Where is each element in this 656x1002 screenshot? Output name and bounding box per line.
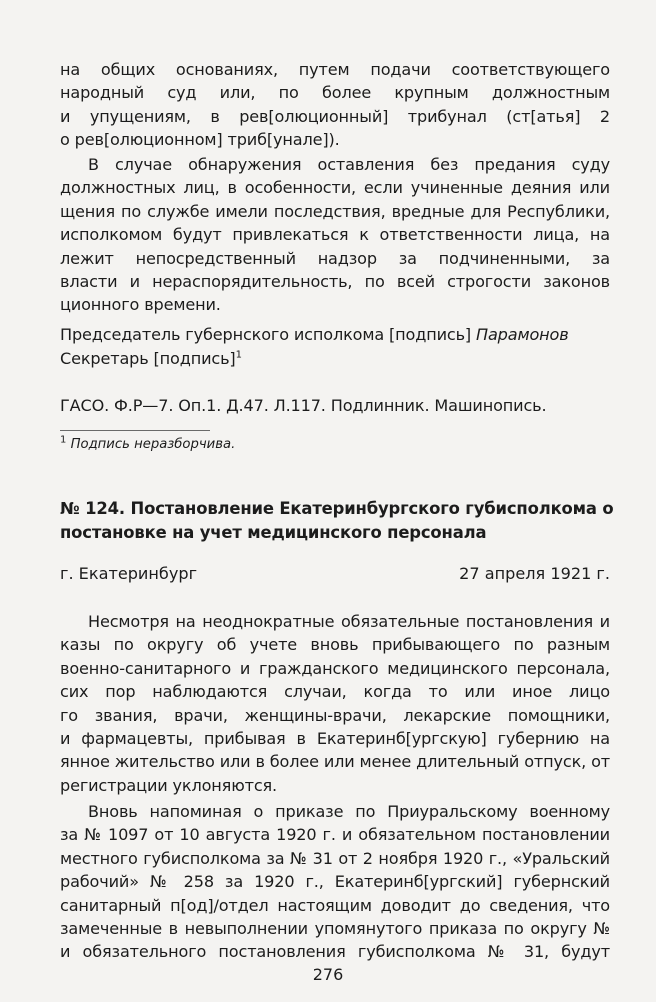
document-heading bbox=[60, 497, 614, 545]
text-line: народный суд или, по более крупным должностным bbox=[60, 83, 610, 103]
text-line: ционного времени. bbox=[60, 295, 221, 315]
archive-source bbox=[60, 394, 610, 417]
text-line: рабочий» № 258 за 1920 г., Екатеринб[ургский] губернский bbox=[60, 872, 610, 892]
secretary-signature-line bbox=[60, 347, 610, 371]
text-line: и обязательного постановления губисполкома № 31, будут bbox=[60, 942, 610, 962]
footnote-divider bbox=[60, 430, 210, 431]
paragraph-reminder bbox=[60, 800, 610, 964]
text-line: и фармацевты, прибывая в Екатеринб[ургскую] губернию на bbox=[60, 728, 610, 748]
text-line: местного губисполкома за № 31 от 2 ноября 1920 г., «Уральский bbox=[60, 848, 610, 868]
chair-title: Председатель губернского исполкома [подпись] bbox=[60, 325, 477, 344]
footnote-mark: 1 bbox=[60, 434, 67, 446]
secretary-title: Секретарь [подпись] bbox=[60, 349, 236, 368]
text-line: В случае обнаружения оставления без предания суду bbox=[88, 155, 610, 174]
source-line: ГАСО. Ф.Р—7. Оп.1. Д.47. Л.117. Подлинник. Машинопись. bbox=[60, 396, 547, 415]
text-line: власти и нераспорядительность, по всей строгости законов bbox=[60, 271, 610, 291]
text-line: щения по службе имели последствия, вредные для Республики, bbox=[60, 201, 610, 221]
text-line: на общих основаниях, путем подачи соответствующего bbox=[60, 60, 610, 79]
text-line: Вновь напоминая о приказе по Приуральскому военному bbox=[88, 802, 610, 821]
text-line: военно-санитарного и гражданского медицинского персонала, bbox=[60, 658, 610, 678]
chair-name: Парамонов bbox=[476, 325, 569, 344]
chair-signature-line bbox=[60, 323, 610, 347]
footnote bbox=[60, 436, 235, 454]
footnote-text: Подпись неразборчива. bbox=[70, 437, 236, 452]
text-line: и упущениям, в рев[олюционный] трибунал (ст[атья] 2 bbox=[60, 106, 610, 126]
text-line: лежит непосредственный надзор за подчиненными, за bbox=[60, 248, 610, 268]
paragraph-registration bbox=[60, 610, 610, 797]
text-line: санитарный п[од]/отдел настоящим доводит до сведения, что bbox=[60, 895, 610, 915]
heading-line: № 124. Постановление Екатеринбургского губисполкома о bbox=[60, 499, 614, 518]
text-line: за № 1097 от 10 августа 1920 г. и обязательном постановлении bbox=[60, 825, 610, 845]
text-line: регистрации уклоняются. bbox=[60, 775, 278, 795]
place: г. Екатеринбург bbox=[60, 564, 198, 583]
place-date-line bbox=[60, 562, 610, 586]
text-line: замеченные в невыполнении упомянутого приказа по округу № bbox=[60, 918, 610, 938]
text-line: янное жительство или в более или менее длительный отпуск, от bbox=[60, 752, 610, 772]
text-line: исполкомом будут привлекаться к ответственности лица, на bbox=[60, 225, 610, 245]
text-line: казы по округу об учете вновь прибывающего по разным bbox=[60, 635, 610, 655]
text-line: го звания, врачи, женщины-врачи, лекарские помощники, bbox=[60, 705, 610, 725]
text-line: сих пор наблюдаются случаи, когда то или иное лицо bbox=[60, 682, 610, 702]
page-number: 276 bbox=[312, 965, 344, 984]
heading-line: постановке на учет медицинского персонала bbox=[60, 523, 487, 542]
paragraph-continuation bbox=[60, 58, 610, 152]
date: 27 апреля 1921 г. bbox=[459, 564, 610, 583]
text-line: должностных лиц, в особенности, если учиненные деяния или bbox=[60, 178, 610, 198]
signature-block bbox=[60, 323, 610, 371]
text-line: Несмотря на неоднократные обязательные постановления и bbox=[88, 612, 610, 631]
paragraph-responsibility bbox=[60, 153, 610, 317]
footnote-reference: 1 bbox=[235, 349, 242, 361]
text-line: о рев[олюционном] триб[унале]). bbox=[60, 130, 340, 150]
